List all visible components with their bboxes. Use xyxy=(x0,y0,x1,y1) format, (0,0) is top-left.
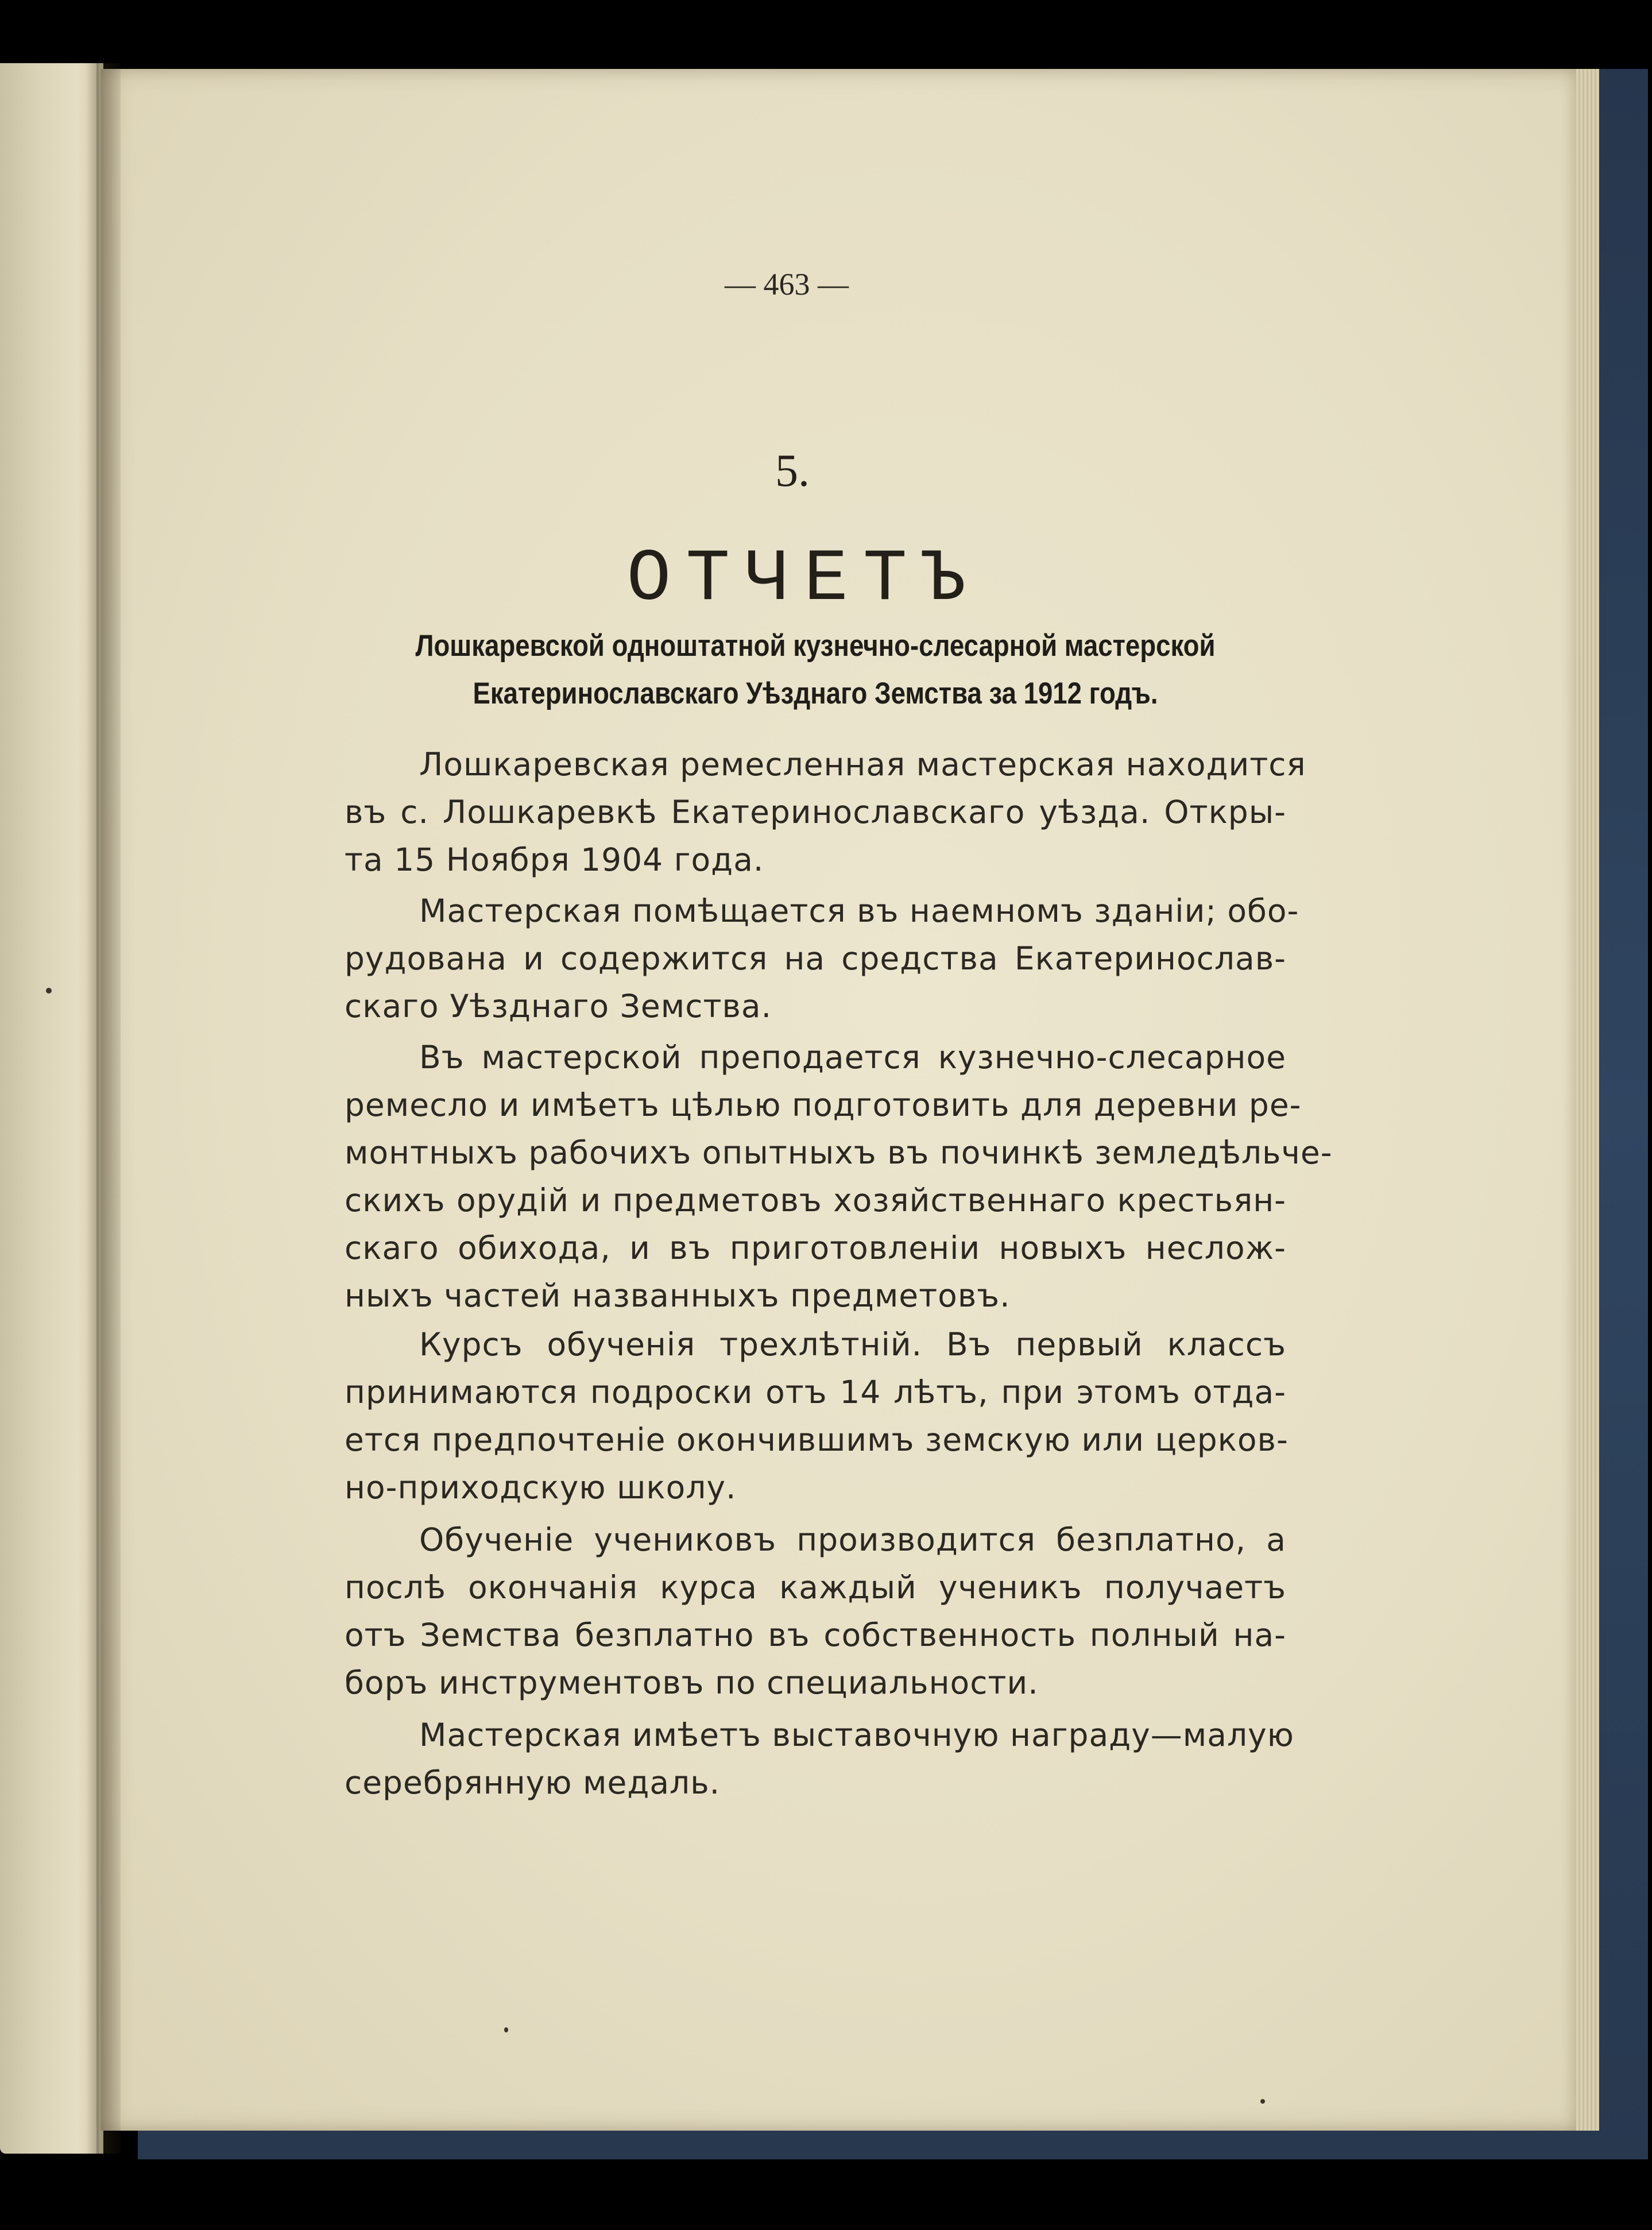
paragraph xyxy=(345,887,1299,1030)
paper-speck xyxy=(1260,2099,1265,2104)
paragraph-line: монтныхъ рабочихъ опытныхъ въ починкѣ земледѣльче- xyxy=(345,1134,1333,1171)
paragraph-line: та 15 Ноября 1904 года. xyxy=(345,841,764,878)
paragraph xyxy=(345,741,1306,884)
paragraph-line: Мастерская имѣетъ выставочную награду—малую xyxy=(419,1717,1294,1753)
paragraph-line: послѣ окончанія курса каждый ученикъ получаетъ xyxy=(345,1569,1286,1606)
paragraph-line: ныхъ частей названныхъ предметовъ. xyxy=(345,1277,1011,1314)
paragraph-line: ется предпочтеніе окончившимъ земскую или церков- xyxy=(345,1421,1289,1458)
page-number: — 463 — xyxy=(725,267,849,302)
paragraph-line: Обученіе учениковъ производится безплатно, а xyxy=(419,1521,1286,1558)
spine-gutter xyxy=(96,63,99,2154)
subtitle-line: Лошкаревской одноштатной кузнечно-слесарной мастерской xyxy=(415,629,1216,663)
paragraph-line: рудована и содержится на средства Екатеринослав- xyxy=(345,940,1286,977)
subtitle-line: Екатеринославскаго Уѣзднаго Земства за 1912 годъ. xyxy=(473,677,1158,710)
paragraph-line: отъ Земства безплатно въ собственность полный на- xyxy=(345,1617,1286,1653)
paragraph-line: Курсъ обученія трехлѣтній. Въ первый классъ xyxy=(419,1326,1286,1363)
paragraph-line: ремесло и имѣетъ цѣлью подготовить для деревни ре- xyxy=(345,1087,1302,1123)
gutter-shadow xyxy=(86,63,121,2154)
paragraph-line: скаго Уѣзднаго Земства. xyxy=(345,988,772,1025)
paragraph-line: серебрянную медаль. xyxy=(345,1764,721,1801)
paragraph-line: скаго обихода, и въ приготовленіи новыхъ неслож- xyxy=(345,1230,1286,1266)
paragraph-line: боръ инструментовъ по специальности. xyxy=(345,1664,1039,1701)
paragraph xyxy=(345,1321,1289,1512)
paragraph-line: Въ мастерской преподается кузнечно-слесарное xyxy=(419,1039,1286,1076)
paper-speck xyxy=(504,2027,508,2032)
paragraph-line: въ с. Лошкаревкѣ Екатеринославскаго уѣзда. Откры- xyxy=(345,794,1286,830)
paragraph-line: Мастерская помѣщается въ наемномъ зданіи; обо- xyxy=(419,892,1299,929)
paragraph-line: скихъ орудій и предметовъ хозяйственнаго крестьян- xyxy=(345,1182,1286,1219)
paragraph xyxy=(345,1034,1333,1320)
paragraph-line: принимаются подроски отъ 14 лѣтъ, при этомъ отда- xyxy=(345,1374,1286,1410)
report-title: ОТЧЕТЪ xyxy=(626,538,981,621)
paragraph xyxy=(345,1516,1286,1707)
paragraph-line: Лошкаревская ремесленная мастерская находится xyxy=(419,746,1306,783)
paragraph xyxy=(345,1711,1294,1807)
section-number: 5. xyxy=(775,446,810,496)
page-block-edge xyxy=(1576,69,1599,2131)
paper-speck xyxy=(46,988,52,994)
paragraph-line: но-приходскую школу. xyxy=(345,1469,737,1506)
